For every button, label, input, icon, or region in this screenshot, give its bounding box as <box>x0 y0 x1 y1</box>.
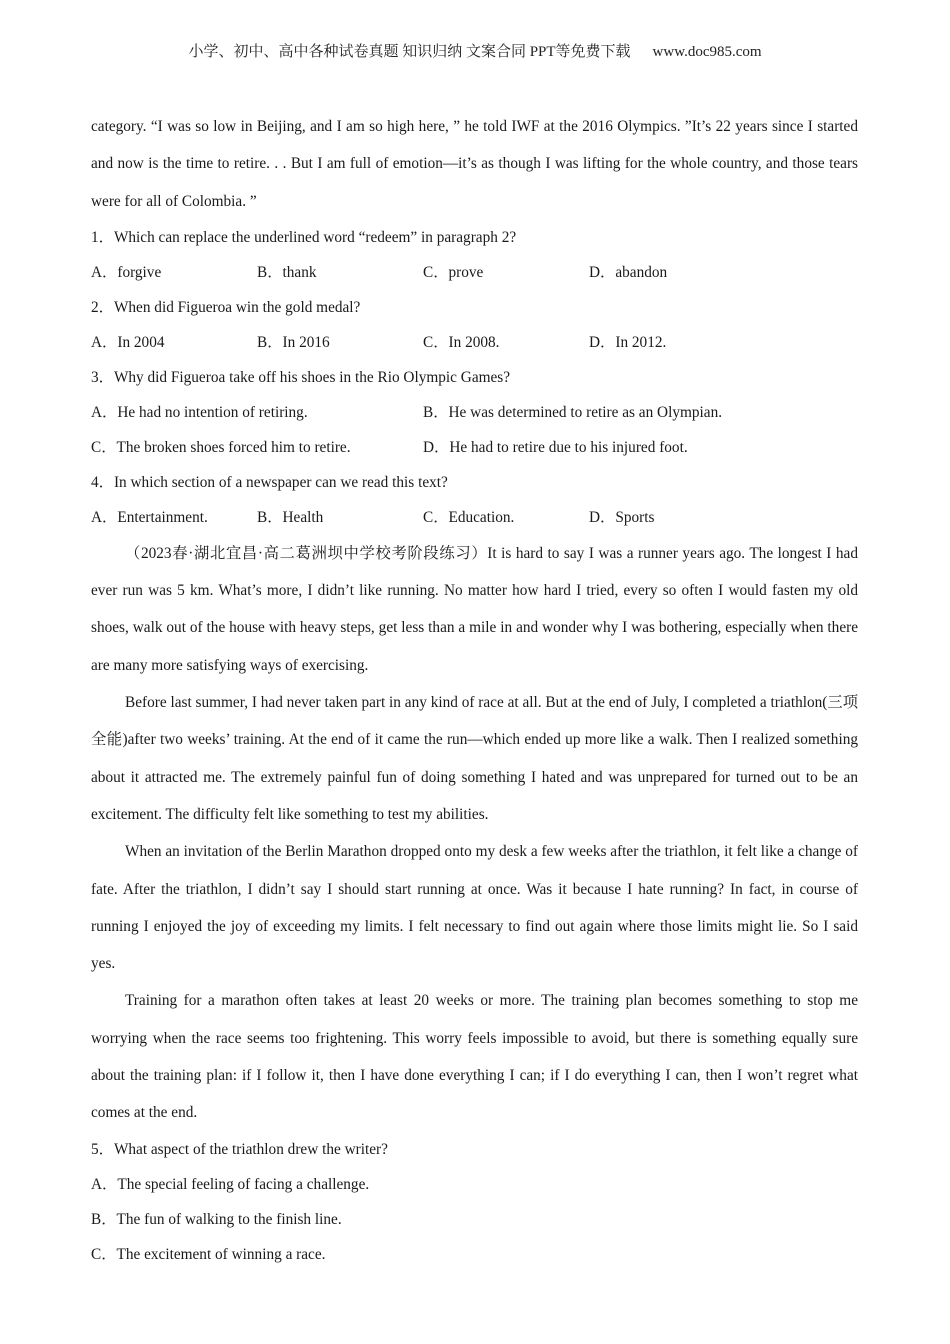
option-b: B．He was determined to retire as an Olympian. <box>423 403 723 421</box>
option-d: D．He had to retire due to his injured foot. <box>423 438 688 456</box>
option-c: C．The broken shoes forced him to retire. <box>91 438 351 456</box>
option-a: A．In 2004 <box>91 333 165 351</box>
header-text: 小学、初中、高中各种试卷真题 知识归纳 文案合同 PPT等免费下载 <box>188 44 631 60</box>
question-4-options <box>91 500 858 535</box>
passage-paragraph: （2023春·湖北宜昌·高二葛洲坝中学校考阶段练习）It is hard to say I was a runner years ago. The longest I had ever run was 5 km. What’s more, I didn’t like running. No matter how hard I tried, every so often I would fasten my old shoes, walk out of the house with heavy steps, get less than a mile in and wonder why I was bothering, especially when there are many more satisfying ways of exercising. <box>91 544 858 674</box>
option-c: C．prove <box>423 263 484 281</box>
option-d: D．In 2012. <box>589 333 667 351</box>
question-4-stem: 4．In which section of a newspaper can we read this text? <box>91 473 448 491</box>
passage-paragraph: Before last summer, I had never taken part in any kind of race at all. But at the end of July, I completed a triathlon(三项全能)after two weeks’ training. At the end of it came the run—which ended up more like a walk. Then I realized something about it attracted me. The extremely painful fun of doing something I hated and was unprepared for turned out to be an excitement. The difficulty felt like something to test my abilities. <box>91 694 858 823</box>
option-d: D．abandon <box>589 263 668 281</box>
question-2-options <box>91 325 858 360</box>
option-b: B．The fun of walking to the finish line. <box>91 1210 342 1228</box>
option-d: D．Sports <box>589 508 655 526</box>
page-header <box>0 40 950 61</box>
header-site: www.doc985.com <box>652 44 762 60</box>
question-3-options-row-2 <box>91 430 858 465</box>
question-3-stem: 3．Why did Figueroa take off his shoes in the Rio Olympic Games? <box>91 368 511 386</box>
option-b: B．In 2016 <box>257 333 330 351</box>
option-a: A．The special feeling of facing a challenge. <box>91 1175 370 1193</box>
question-3-options-row-1 <box>91 395 858 430</box>
question-1-options <box>91 255 858 290</box>
question-1-stem: 1．Which can replace the underlined word “redeem” in paragraph 2? <box>91 228 517 246</box>
question-2-stem: 2．When did Figueroa win the gold medal? <box>91 298 361 316</box>
option-b: B．Health <box>257 508 324 526</box>
option-a: A．forgive <box>91 263 162 281</box>
option-a: A．He had no intention of retiring. <box>91 403 308 421</box>
document-body <box>91 108 858 1272</box>
question-5-stem: 5．What aspect of the triathlon drew the writer? <box>91 1140 388 1158</box>
option-b: B．thank <box>257 263 317 281</box>
passage-paragraph: Training for a marathon often takes at least 20 weeks or more. The training plan becomes something to stop me worrying when the race seems too frightening. This worry feels impossible to avoid, but there is something equally sure about the training plan: if I follow it, then I have done everything I can; if I do everything I can, then I won’t regret what comes at the end. <box>91 992 858 1122</box>
passage-paragraph: When an invitation of the Berlin Marathon dropped onto my desk a few weeks after the triathlon, it felt like a change of fate. After the triathlon, I didn’t say I should start running at once. Was it because I hate running? In fact, in course of running I enjoyed the joy of exceeding my limits. I felt necessary to find out again where those limits might lie. So I said yes. <box>91 843 858 973</box>
option-c: C．The excitement of winning a race. <box>91 1245 326 1263</box>
option-a: A．Entertainment. <box>91 508 208 526</box>
passage-paragraph: category. “I was so low in Beijing, and I am so high here, ” he told IWF at the 2016 Olympics. ”It’s 22 years since I started and now is the time to retire. . . But I am full of emotion—it’s as though I was lifting for the whole country, and those tears were for all of Colombia. ” <box>91 118 858 210</box>
option-c: C．Education. <box>423 508 515 526</box>
option-c: C．In 2008. <box>423 333 500 351</box>
